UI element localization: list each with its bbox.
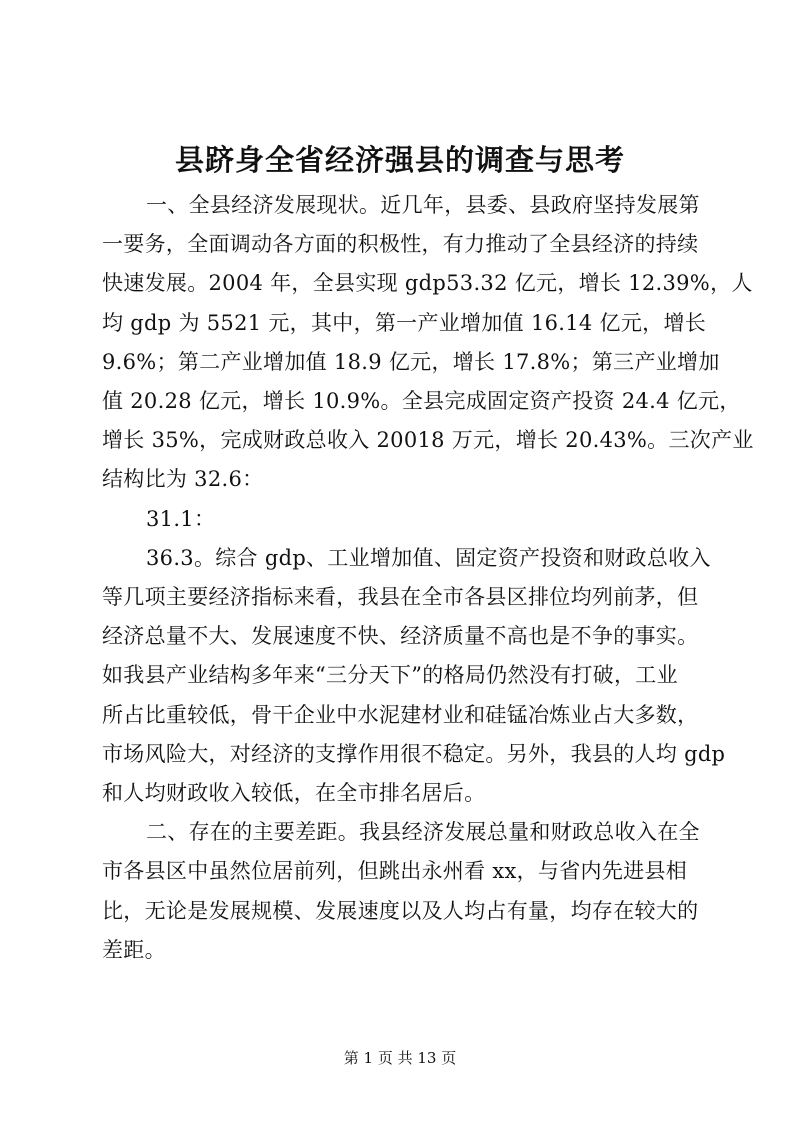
text-line: 增长 35%，完成财政总收入 20018 万元，增长 20.43%。三次产业 xyxy=(102,428,754,453)
text-line: 9.6%；第二产业增加值 18.9 亿元，增长 17.8%；第三产业增加 xyxy=(102,349,720,374)
paragraph-3 xyxy=(102,539,726,813)
document-title: 县跻身全省经济强县的调查与思考 xyxy=(174,143,625,177)
text-line: 所占比重较低，骨干企业中水泥建材业和硅锰冶炼业占大多数， xyxy=(102,702,699,727)
text-line: 差距。 xyxy=(102,937,166,962)
text-line: 值 20.28 亿元，增长 10.9%。全县完成固定资产投资 24.4 亿元， xyxy=(102,389,741,414)
page-number-footer: 第 1 页 共 13 页 xyxy=(343,1049,457,1067)
text-line: 和人均财政收入较低，在全市排名居后。 xyxy=(102,781,486,806)
text-line: 36.3。综合 gdp、工业增加值、固定资产投资和财政总收入 xyxy=(146,545,711,570)
text-line: 一要务，全面调动各方面的积极性，有力推动了全县经济的持续 xyxy=(102,232,699,257)
paragraph-4 xyxy=(102,813,712,970)
text-line: 等几项主要经济指标来看，我县在全市各县区排位均列前茅，但 xyxy=(102,585,699,610)
text-line: 如我县产业结构多年来“三分天下”的格局仍然没有打破，工业 xyxy=(102,663,678,688)
paragraph-1 xyxy=(102,186,754,500)
text-line: 二、存在的主要差距。我县经济发展总量和财政总收入在全 xyxy=(146,820,700,845)
text-line: 市场风险大，对经济的支撑作用很不稳定。另外，我县的人均 gdp xyxy=(102,741,726,766)
text-line: 快速发展。2004 年，全县实现 gdp53.32 亿元，增长 12.39%，人 xyxy=(102,271,753,296)
text-line: 比，无论是发展规模、发展速度以及人均占有量，均存在较大的 xyxy=(102,898,699,923)
text-line: 市各县区中虽然位居前列，但跳出永州看 xx，与省内先进县相 xyxy=(102,859,688,884)
text-line: 经济总量不大、发展速度不快、经济质量不高也是不争的事实。 xyxy=(102,624,699,649)
text-line: 结构比为 32.6： xyxy=(102,467,264,492)
paragraph-2 xyxy=(102,500,712,539)
text-line: 31.1： xyxy=(146,506,216,531)
text-line: 一、全县经济发展现状。近几年，县委、县政府坚持发展第 xyxy=(146,193,700,217)
text-line: 均 gdp 为 5521 元，其中，第一产业增加值 16.14 亿元，增长 xyxy=(102,310,707,335)
document-body xyxy=(102,186,754,970)
